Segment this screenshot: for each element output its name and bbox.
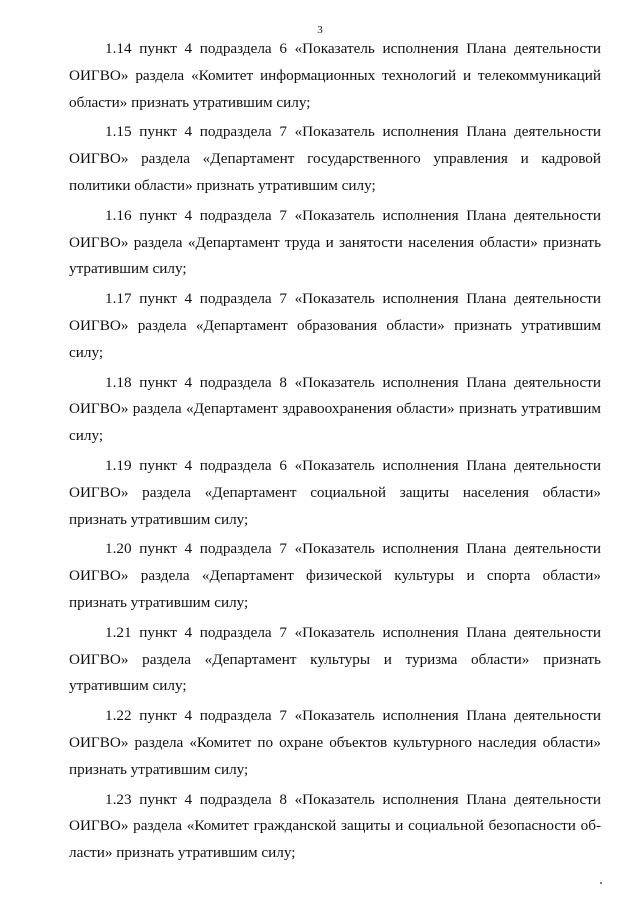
paragraph-1-22: 1.22 пункт 4 подраздела 7 «Показатель исполнения Плана деятельности ОИГВО» раздела «Комитет по охране объектов культурного наследия области» признать утратившим силу; — [69, 707, 601, 778]
paragraph-1-21: 1.21 пункт 4 подраздела 7 «Показатель исполнения Плана деятельности ОИГВО» раздела «Департамент культуры и туризма области» признать утратившим силу; — [69, 623, 601, 695]
paragraph-1-18: 1.18 пункт 4 подраздела 8 «Показатель исполнения Плана деятельности ОИГВО» раздела «Департамент здравоохранения области» признать утратившим силу; — [69, 373, 601, 445]
paragraph-1-17: 1.17 пункт 4 подраздела 7 «Показатель исполнения Плана деятельности ОИГВО» раздела «Департамент образования области» признать утратившим силу; — [69, 290, 601, 361]
document-body — [69, 36, 601, 870]
page-number: 3 — [317, 24, 323, 36]
paragraph-1-14: 1.14 пункт 4 подраздела 6 «Показатель исполнения Плана деятельности ОИГВО» раздела «Комитет информационных технологий и телекоммуникаций области» признать утратившим силу; — [69, 40, 601, 111]
paragraph-1-23: 1.23 пункт 4 подраздела 8 «Показатель исполнения Плана деятельности ОИГВО» раздела «Комитет гражданской защиты и социальной безопасности об-ласти» признать утратившим силу; — [69, 790, 601, 862]
scan-speck — [600, 882, 602, 884]
paragraph-1-15: 1.15 пункт 4 подраздела 7 «Показатель исполнения Плана деятельности ОИГВО» раздела «Департамент государственного управления и кадровой политики области» признать утратившим силу; — [69, 123, 601, 194]
paragraph-1-16: 1.16 пункт 4 подраздела 7 «Показатель исполнения Плана деятельности ОИГВО» раздела «Департамент труда и занятости населения области» признать утратившим силу; — [69, 206, 601, 278]
paragraph-1-19: 1.19 пункт 4 подраздела 6 «Показатель исполнения Плана деятельности ОИГВО» раздела «Департамент социальной защиты населения области» признать утратившим силу; — [69, 456, 601, 528]
paragraph-1-20: 1.20 пункт 4 подраздела 7 «Показатель исполнения Плана деятельности ОИГВО» раздела «Департамент физической культуры и спорта области» признать утратившим силу; — [69, 540, 601, 611]
